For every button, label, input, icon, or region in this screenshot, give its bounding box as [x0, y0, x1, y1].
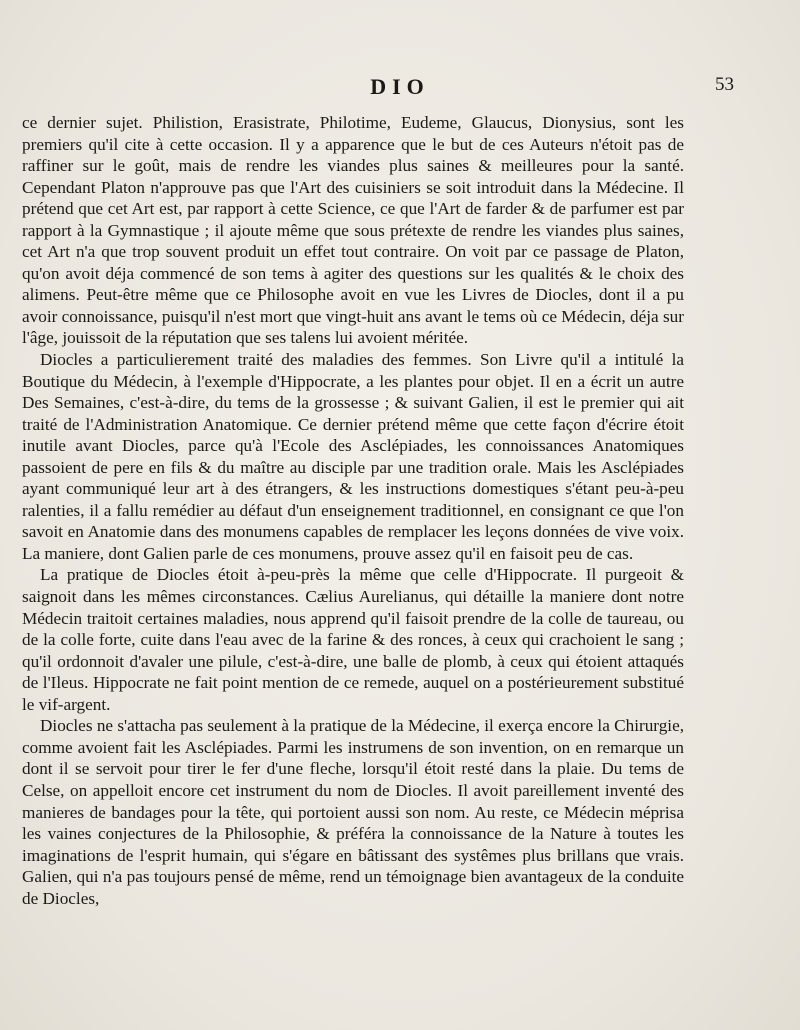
- paragraph-2: Diocles a particulierement traité des maladies des femmes. Son Livre qu'il a intitulé la Boutique du Médecin, à l'exemple d'Hippocrate, a les plantes pour objet. Il en a écrit un autre Des Semaines, c'est-à-dire, du tems de la grossesse ; & suivant Galien, il est le premier qui ait traité de l'Administration Anatomique. Ce dernier prétend même que cette façon d'écrire étoit inutile avant Diocles, parce qu'à l'Ecole des Asclépiades, les connoissances Anatomiques passoient de pere en fils & du maître au disciple par une tradition orale. Mais les Asclépiades ayant communiqué leur art à des étrangers, & les instructions domestiques s'étant peu-à-peu ralenties, il a fallu remédier au défaut d'un enseignement traditionnel, en consignant ce que l'on savoit en Anatomie dans des monumens capables de remplacer les leçons données de vive voix. La maniere, dont Galien parle de ces monumens, prouve assez qu'il en faisoit peu de cas.: [22, 350, 684, 563]
- page-number: 53: [715, 74, 734, 95]
- running-head: [0, 74, 800, 102]
- paragraph-1: ce dernier sujet. Philistion, Erasistrate, Philotime, Eudeme, Glaucus, Dionysius, sont les premiers qu'il cite à cette occasion. Il y a apparence que le but de ces Auteurs n'étoit pas de raffiner sur le goût, mais de rendre les viandes plus saines & meilleures pour la santé. Cependant Platon n'approuve pas que l'Art des cuisiniers se soit introduit dans la Médecine. Il prétend que cet Art est, par rapport à cette Science, ce que l'Art de farder & de parfumer est par rapport à la Gymnastique ; il ajoute même que sous prétexte de rendre les viandes plus saines, cet Art n'a que trop souvent produit un effet tout contraire. On voit par ce passage de Platon, qu'on avoit déja commencé de son tems à agiter des questions sur les qualités & le choix des alimens. Peut-être même que ce Philosophe avoit en vue les Livres de Diocles, dont il a pu avoir connoissance, puisqu'il n'est mort que vingt-huit ans avant le tems où ce Médecin, déja sur l'âge, jouissoit de la réputation que ses talens lui avoient méritée.: [22, 113, 684, 348]
- body-text: [22, 112, 684, 909]
- running-title: DIO: [370, 74, 430, 99]
- paragraph-3: La pratique de Diocles étoit à-peu-près la même que celle d'Hippocrate. Il purgeoit & saignoit dans les mêmes circonstances. Cælius Aurelianus, qui détaille la maniere dont notre Médecin traitoit certaines maladies, nous apprend qu'il faisoit prendre de la colle de taureau, ou de la colle forte, cuite dans l'eau avec de la farine & des ronces, à ceux qui crachoient le sang ; qu'il ordonnoit d'avaler une pilule, c'est-à-dire, une balle de plomb, à ceux qui étoient attaqués de l'Ileus. Hippocrate ne fait point mention de ce remede, auquel on a postérieurement substitué le vif-argent.: [22, 565, 684, 714]
- paragraph-4: Diocles ne s'attacha pas seulement à la pratique de la Médecine, il exerça encore la Chirurgie, comme avoient fait les Asclépiades. Parmi les instrumens de son invention, on en remarque un dont il se servoit pour tirer le fer d'une fleche, lorsqu'il étoit resté dans la plaie. Du tems de Celse, on appelloit encore cet instrument du nom de Diocles. Il avoit pareillement inventé des manieres de bandages pour la tête, qui portoient aussi son nom. Au reste, ce Médecin méprisa les vaines conjectures de la Philosophie, & préféra la connoissance de la Nature à toutes les imaginations de l'esprit humain, qui s'égare en bâtissant des systêmes plus brillans que vrais. Galien, qui n'a pas toujours pensé de même, rend un témoignage bien avantageux de la conduite de Diocles,: [22, 716, 684, 908]
